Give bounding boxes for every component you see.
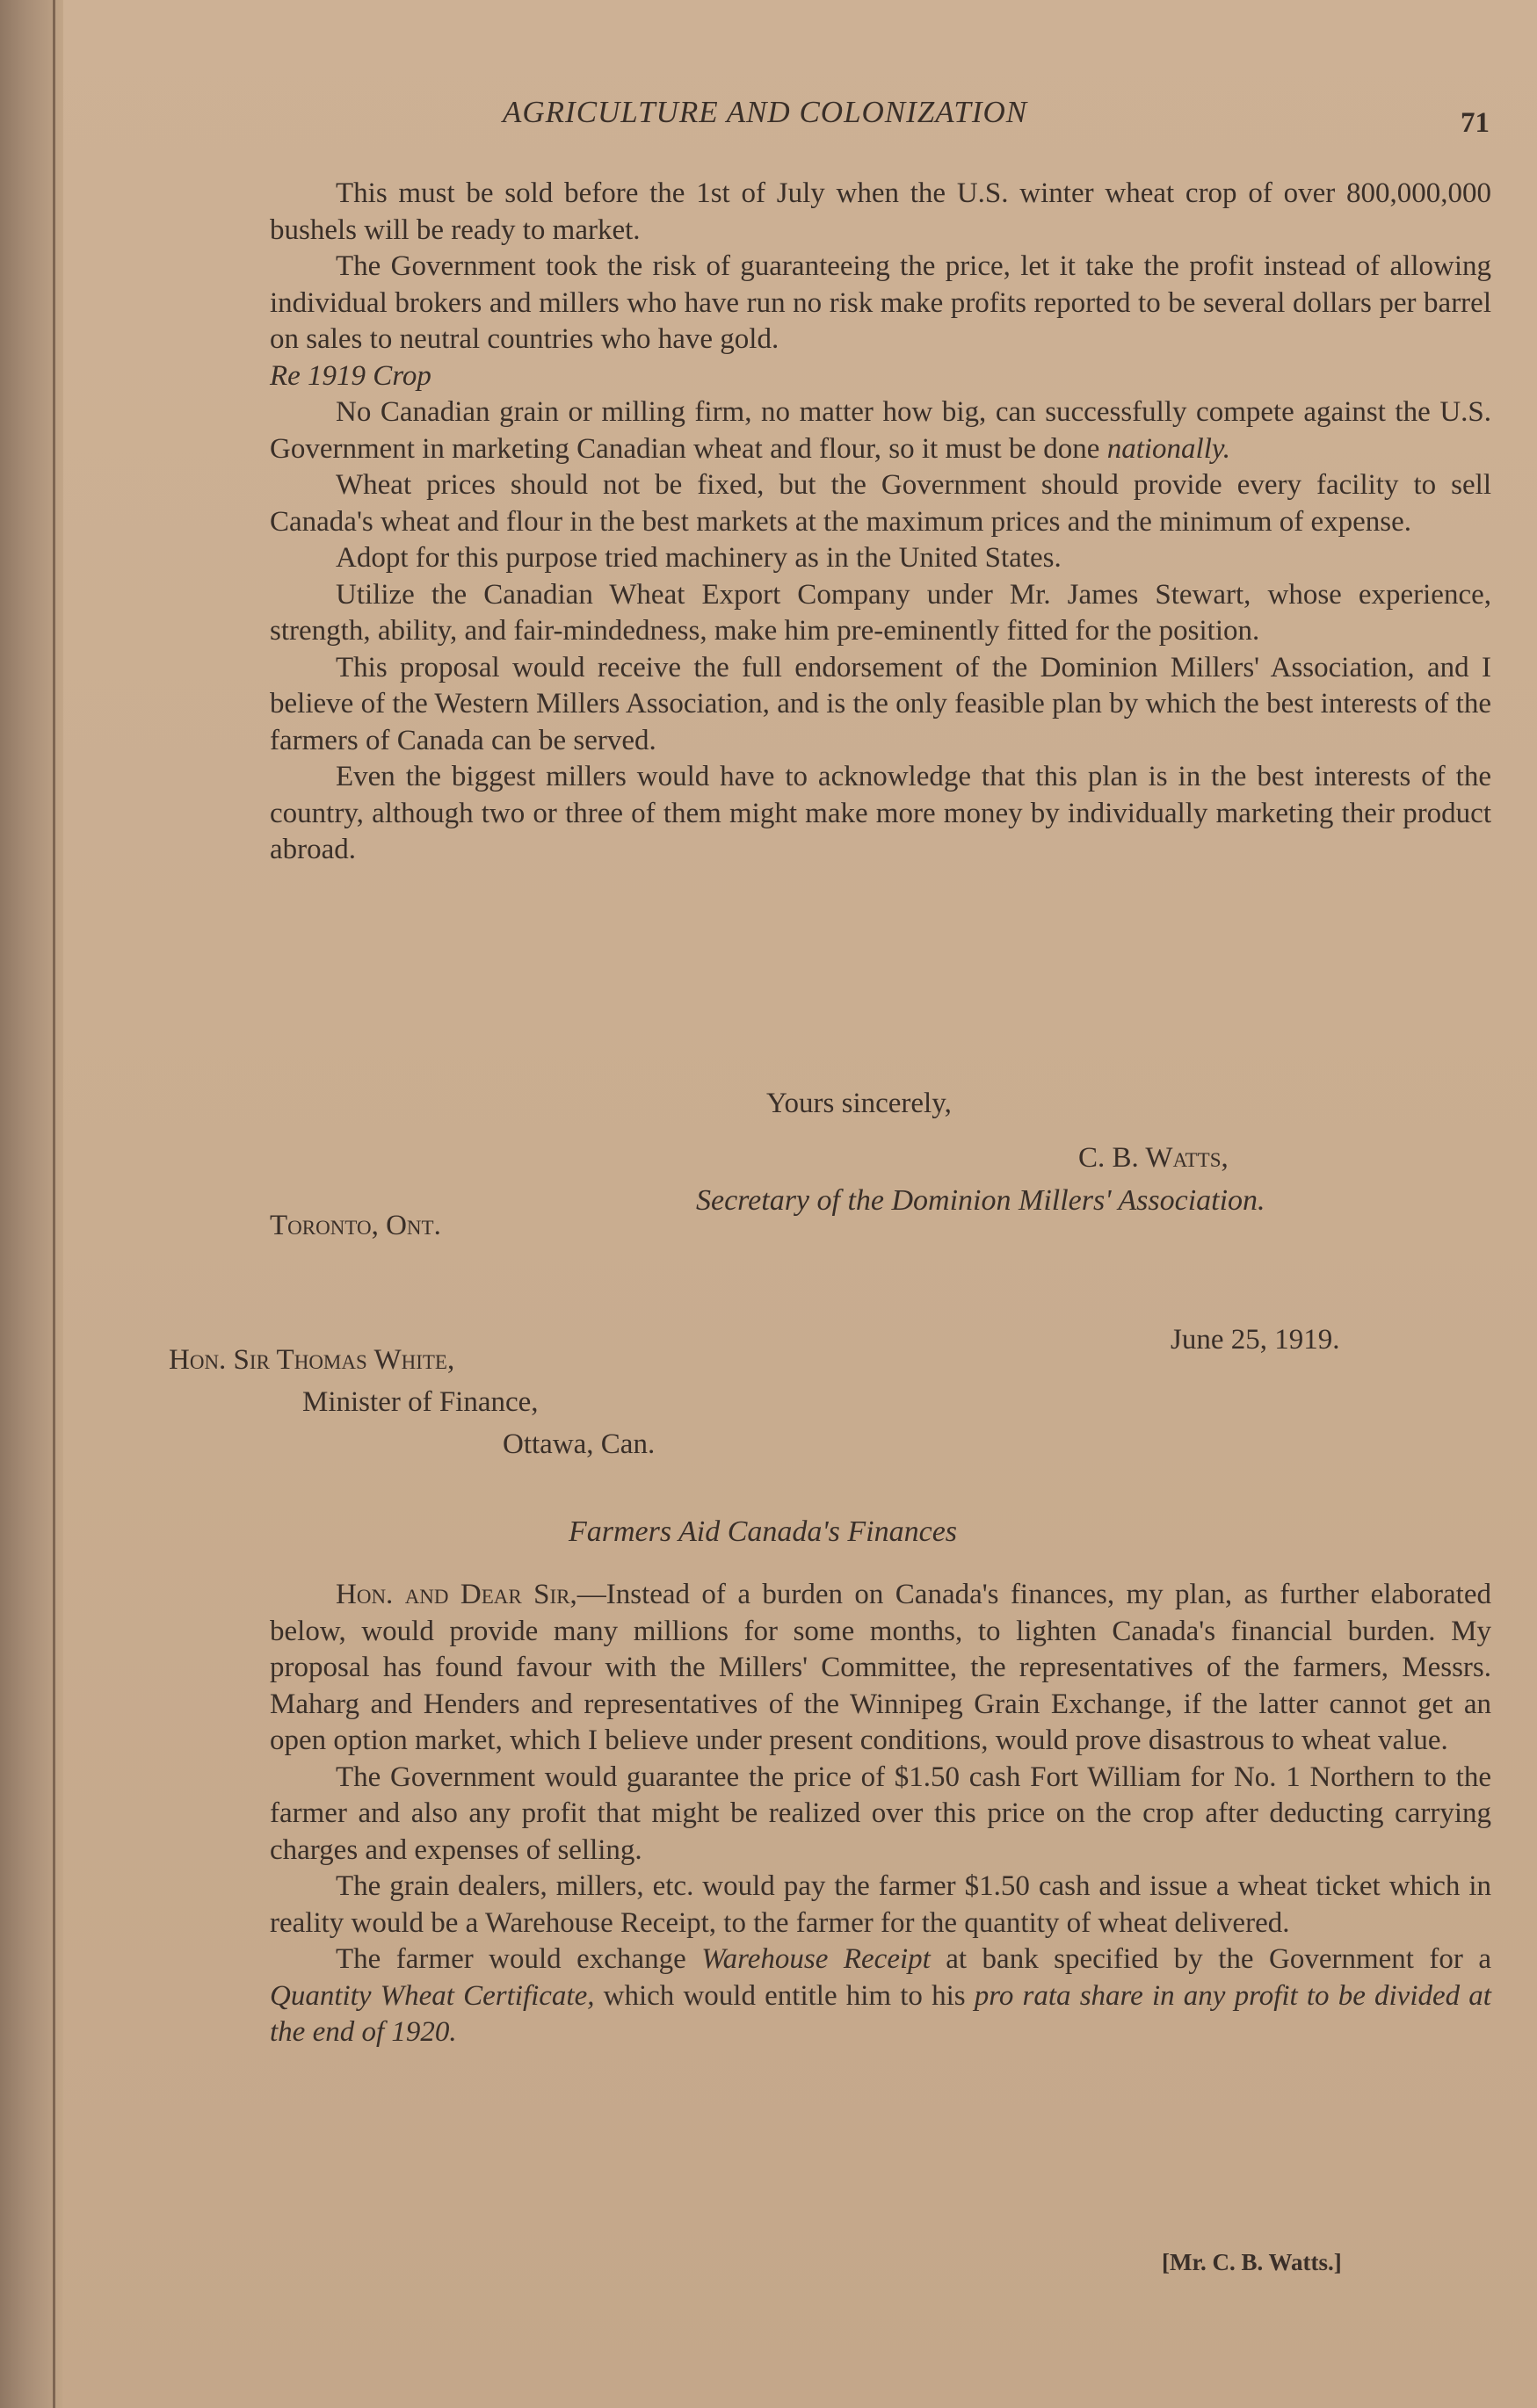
paragraph: This must be sold before the 1st of July when the U.S. winter wheat crop of over 800,000,000 bushels will be ready to market. <box>270 177 1491 246</box>
addressee-name: Hon. Sir Thomas White, <box>169 1344 455 1376</box>
letter2-body <box>270 1577 1491 2051</box>
addressee-location: Ottawa, Can. <box>503 1428 656 1460</box>
letter1-body <box>270 176 1491 869</box>
signer-name: C. B. Watts, <box>1078 1142 1229 1174</box>
letter-place: Toronto, Ont. <box>270 1210 441 1241</box>
letter-date: June 25, 1919. <box>1171 1324 1340 1356</box>
page-number: 71 <box>1461 107 1490 139</box>
signer-title: Secretary of the Dominion Millers' Association. <box>696 1184 1265 1217</box>
paragraph: Even the biggest millers would have to acknowledge that this plan is in the best interests of the country, although two or three of them might make more money by individually marketing their product abroad. <box>270 761 1491 865</box>
paragraph: Hon. and Dear Sir,—Instead of a burden on Canada's finances, my plan, as further elaborated below, would provide many millions for some months, to lighten Canada's financial burden. My proposal has found favour with the Millers' Committee, the representatives of the farmers, Messrs. Maharg and Henders and representatives of the Winnipeg Grain Exchange, if the latter cannot get an open option market, which I believe under present conditions, would prove disastrous to wheat value. <box>270 1579 1491 1756</box>
salutation: Hon. and Dear Sir, <box>336 1579 577 1610</box>
paragraph: Adopt for this purpose tried machinery as in the United States. <box>336 542 1062 574</box>
paragraph: The Government would guarantee the price of $1.50 cash Fort William for No. 1 Northern to the farmer and also any profit that might be realized over this price on the crop after deducting carrying charges and expenses of selling. <box>270 1761 1491 1866</box>
binding-edge <box>53 0 55 2408</box>
document-page <box>63 0 1537 2408</box>
emphasis: Quantity Wheat Certificate, <box>270 1979 595 2012</box>
section-subheading: Re 1919 Crop <box>270 359 431 392</box>
paragraph: Wheat prices should not be fixed, but the Government should provide every facility to sell Canada's wheat and flour in the best markets at the maximum prices and the minimum of expense. <box>270 469 1491 538</box>
paragraph: No Canadian grain or milling firm, no matter how big, can successfully compete against the U.S. Government in marketing Canadian wheat and flour, so it must be done nationally. <box>270 396 1491 465</box>
emphasis: nationally. <box>1106 432 1230 465</box>
paragraph: Utilize the Canadian Wheat Export Company under Mr. James Stewart, whose experience, strength, ability, and fair-mindedness, make him pre-eminently fitted for the position. <box>270 578 1491 647</box>
speaker-attribution: [Mr. C. B. Watts.] <box>1162 2249 1342 2275</box>
paragraph: The Government took the risk of guaranteeing the price, let it take the profit instead of allowing individual brokers and millers who have run no risk make profits reported to be several dollars per barrel on sales to neutral countries who have gold. <box>270 250 1491 355</box>
letter-title: Farmers Aid Canada's Finances <box>569 1515 958 1548</box>
paragraph: The farmer would exchange Warehouse Receipt at bank specified by the Government for a Quantity Wheat Certificate, which would entitle him to his pro rata share in any profit to be divided at the end of 1920. <box>270 1943 1491 2048</box>
running-title: AGRICULTURE AND COLONIZATION <box>503 95 1028 129</box>
addressee-title: Minister of Finance, <box>302 1386 539 1418</box>
paragraph: This proposal would receive the full endorsement of the Dominion Millers' Association, and I believe of the Western Millers Association, and is the only feasible plan by which the best interests of the farmers of Canada can be served. <box>270 651 1491 756</box>
paragraph: The grain dealers, millers, etc. would pay the farmer $1.50 cash and issue a wheat ticket which in reality would be a Warehouse Receipt, to the farmer for the quantity of wheat delivered. <box>270 1870 1491 1939</box>
letter-closing: Yours sincerely, <box>766 1088 952 1119</box>
emphasis: pro rata share in any profit to be divided at the end of 1920. <box>270 1979 1491 2048</box>
emphasis: Warehouse Receipt <box>701 1943 931 1975</box>
